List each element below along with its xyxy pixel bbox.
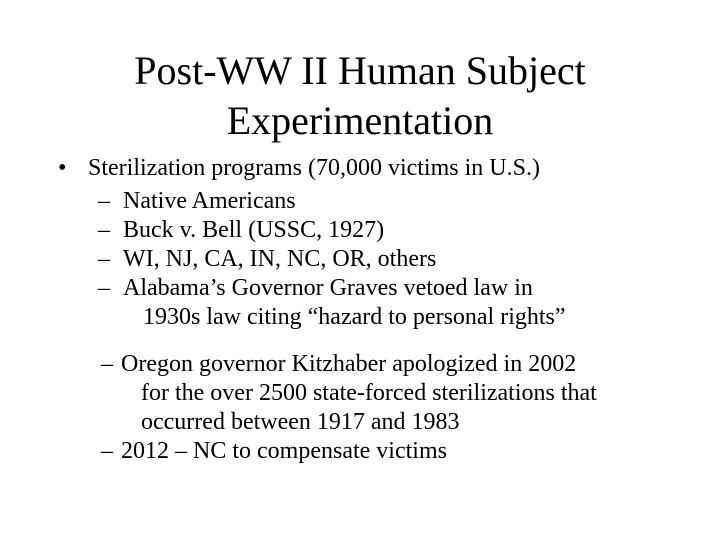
sub-item-line: Oregon governor Kitzhaber apologized in 2002 [121,351,577,377]
sub-item-continuation: for the over 2500 state-forced sterilizations that [141,380,597,406]
sub-item-2012 [58,437,698,466]
sub-bullet-list-outdented [58,350,698,466]
dash-marker: – [101,438,113,464]
bullet-text: Sterilization programs (70,000 victims in U.S.) [88,155,540,181]
title-line-1: Post-WW II Human Subject [134,48,586,93]
bullet-list [58,154,698,183]
sub-item-continuation: 1930s law citing “hazard to personal rights” [143,304,566,330]
sub-item-line: Alabama’s Governor Graves vetoed law in [123,275,533,301]
sub-item-oregon [58,350,698,437]
dash-marker: – [98,217,110,243]
sub-bullet-list [58,187,698,332]
sub-item-line: 2012 – NC to compensate victims [121,438,447,464]
sub-item-line: WI, NJ, CA, IN, NC, OR, others [123,246,437,272]
slide-title [100,46,620,146]
bullet-item [58,154,698,183]
sub-item-line: Native Americans [123,188,296,214]
dash-marker: – [98,188,110,214]
dash-marker: – [98,275,110,301]
sub-item-line: Buck v. Bell (USSC, 1927) [123,217,385,243]
sub-item-continuation: occurred between 1917 and 1983 [141,409,460,435]
dash-marker: – [98,246,110,272]
sub-item-states [58,245,698,274]
title-line-2: Experimentation [226,98,494,143]
sub-item-native-americans [58,187,698,216]
bullet-marker: • [58,155,67,181]
dash-marker: – [101,351,113,377]
sub-item-buck-v-bell [58,216,698,245]
sub-item-alabama [58,274,698,332]
